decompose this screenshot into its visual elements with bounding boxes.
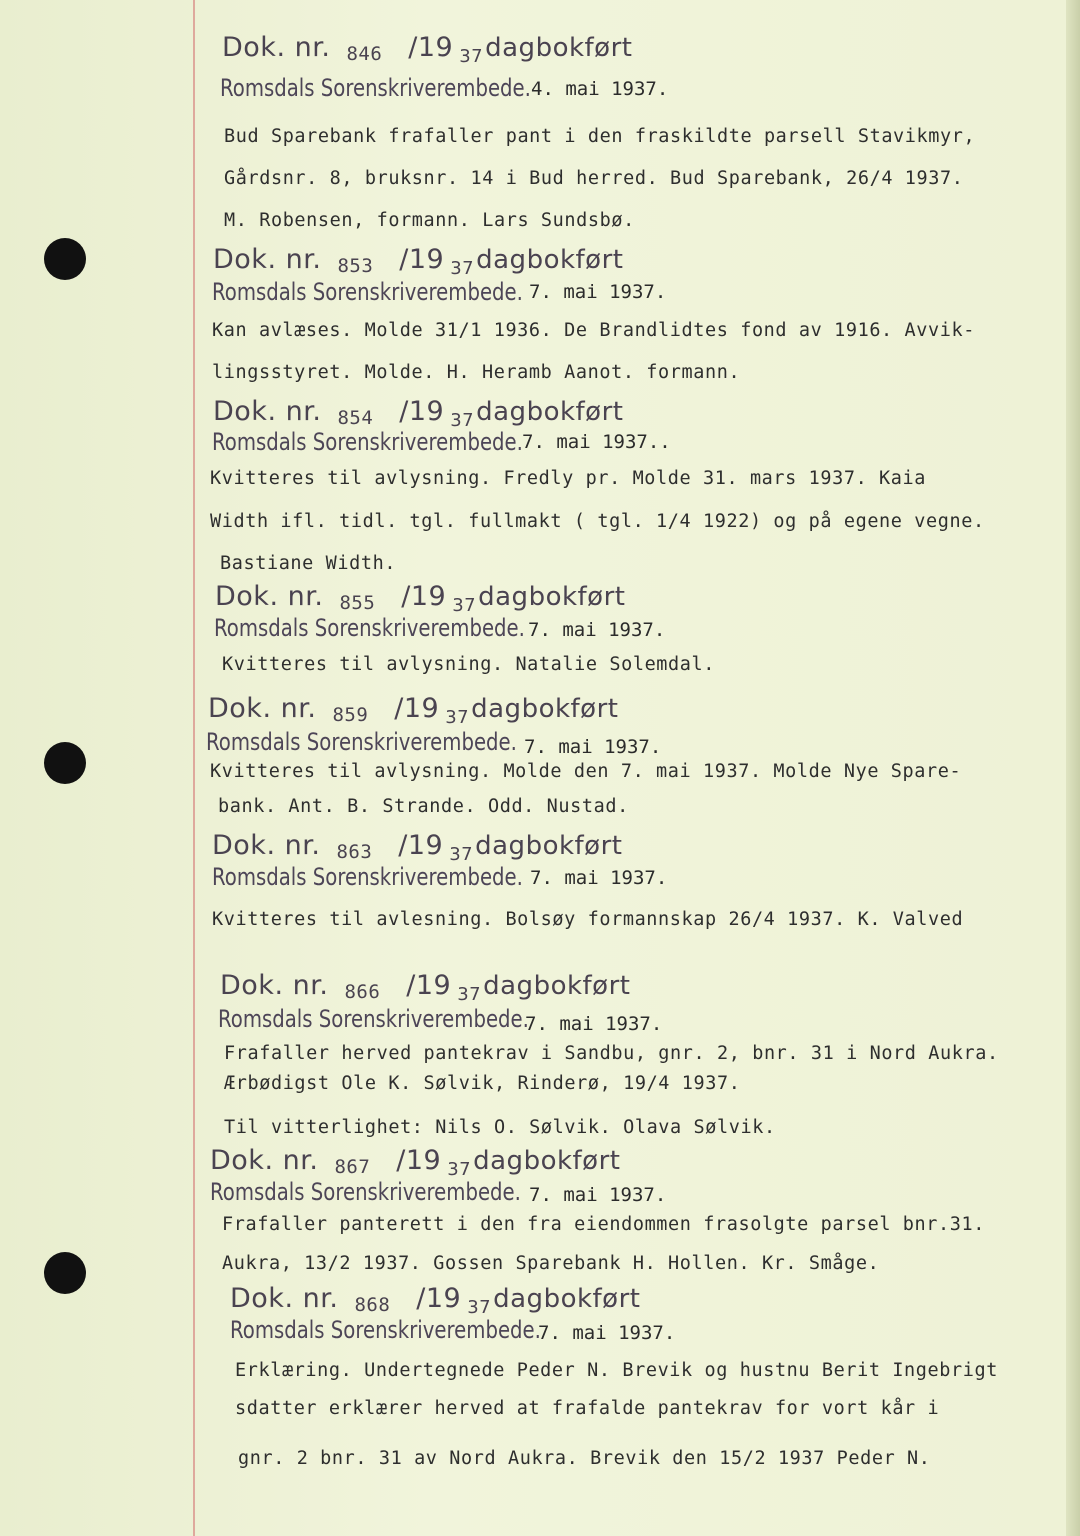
dagbok-label: dagbokført (493, 1284, 641, 1314)
dok-number: 855 (339, 592, 376, 614)
dok-year: 37 (467, 1297, 492, 1318)
office-stamp: Romsdals Sorenskriverembede. (212, 863, 523, 891)
entry-text-line: Gårdsnr. 8, bruksnr. 14 i Bud herred. Bud Sparebank, 26/4 1937. (224, 168, 964, 189)
entry-date: 7. mai 1937. (529, 1184, 667, 1206)
dok-stamp (220, 970, 631, 1005)
office-stamp: Romsdals Sorenskriverembede. (206, 728, 517, 756)
dok-year: 37 (457, 984, 482, 1005)
dok-slash: /19 (401, 581, 447, 612)
entry-text-line: bank. Ant. B. Strande. Odd. Nustad. (218, 796, 629, 817)
entry-text-line: Bud Sparebank frafaller pant i den fraskildte parsell Stavikmyr, (224, 126, 976, 147)
dok-slash: /19 (416, 1283, 462, 1314)
entry-text-line: lingsstyret. Molde. H. Heramb Aanot. formann. (212, 362, 741, 383)
page-edge (1066, 0, 1080, 1536)
entry-text-line: Ærbødigst Ole K. Sølvik, Rinderø, 19/4 1937. (224, 1073, 741, 1094)
entry-date: 7. mai 1937. (538, 1322, 676, 1344)
dok-number: 853 (337, 255, 374, 277)
dok-stamp (215, 581, 626, 616)
dok-label: Dok. nr. (213, 396, 322, 427)
entry-date: 7. mai 1937. (530, 867, 668, 889)
entry-date: 7. mai 1937. (529, 281, 667, 303)
dok-slash: /19 (408, 32, 454, 63)
dagbok-label: dagbokført (475, 831, 623, 861)
dok-stamp (213, 244, 624, 279)
dok-label: Dok. nr. (220, 970, 329, 1001)
dok-slash: /19 (394, 693, 440, 724)
entry-text-line: Frafaller herved pantekrav i Sandbu, gnr. 2, bnr. 31 i Nord Aukra. (224, 1043, 999, 1064)
entry-text-line: Aukra, 13/2 1937. Gossen Sparebank H. Hollen. Kr. Småge. (222, 1253, 880, 1274)
entry-text-line: Kan avlæses. Molde 31/1 1936. De Brandlidtes fond av 1916. Avvik- (212, 320, 975, 341)
dok-label: Dok. nr. (208, 693, 317, 724)
dok-stamp (213, 396, 624, 431)
dok-number: 868 (354, 1294, 391, 1316)
dok-stamp (222, 32, 633, 67)
dok-stamp (208, 693, 619, 728)
entry-text-line: Kvitteres til avlysning. Natalie Solemdal. (222, 654, 715, 675)
entry-text-line: gnr. 2 bnr. 31 av Nord Aukra. Brevik den 15/2 1937 Peder N. (238, 1448, 931, 1469)
entry-text-line: Frafaller panterett i den fra eiendommen frasolgte parsel bnr.31. (222, 1214, 985, 1235)
dok-stamp (212, 830, 623, 865)
entry-text-line: Til vitterlighet: Nils O. Sølvik. Olava Sølvik. (224, 1117, 776, 1138)
dok-year: 37 (449, 844, 474, 865)
dagbok-label: dagbokført (476, 245, 624, 275)
office-stamp: Romsdals Sorenskriverembede. (212, 278, 523, 306)
entry-text-line: Kvitteres til avlesning. Bolsøy formannskap 26/4 1937. K. Valved (212, 909, 964, 930)
entry-date: 4. mai 1937. (531, 78, 669, 100)
dok-year: 37 (452, 595, 477, 616)
dok-slash: /19 (399, 396, 445, 427)
dok-stamp (210, 1145, 621, 1180)
dok-slash: /19 (399, 244, 445, 275)
dok-label: Dok. nr. (222, 32, 331, 63)
dok-slash: /19 (398, 830, 444, 861)
punch-hole (44, 1252, 86, 1294)
dok-number: 854 (337, 407, 374, 429)
entry-text-line: Kvitteres til avlysning. Fredly pr. Molde 31. mars 1937. Kaia (210, 468, 927, 489)
entry-date: 7. mai 1937.. (522, 431, 671, 453)
dagbok-label: dagbokført (483, 971, 631, 1001)
entry-text-line: Bastiane Width. (220, 553, 397, 574)
dok-label: Dok. nr. (213, 244, 322, 275)
office-stamp: Romsdals Sorenskriverembede. (218, 1005, 529, 1033)
office-stamp: Romsdals Sorenskriverembede. (214, 614, 525, 642)
dok-slash: /19 (396, 1145, 442, 1176)
entry-date: 7. mai 1937. (524, 736, 662, 758)
dok-label: Dok. nr. (215, 581, 324, 612)
office-stamp: Romsdals Sorenskriverembede. (220, 74, 531, 102)
dok-year: 37 (445, 707, 470, 728)
office-stamp: Romsdals Sorenskriverembede. (210, 1178, 521, 1206)
dagbok-label: dagbokført (473, 1146, 621, 1176)
margin-line (193, 0, 195, 1536)
dok-label: Dok. nr. (212, 830, 321, 861)
dok-number: 846 (346, 43, 383, 65)
dok-number: 867 (334, 1156, 371, 1178)
dok-number: 863 (336, 841, 373, 863)
office-stamp: Romsdals Sorenskriverembede. (212, 428, 523, 456)
entry-text-line: Width ifl. tidl. tgl. fullmakt ( tgl. 1/4 1922) og på egene vegne. (210, 511, 985, 532)
dok-stamp (230, 1283, 641, 1318)
entry-text-line: sdatter erklærer herved at frafalde pantekrav for vort kår i (235, 1398, 940, 1419)
dok-slash: /19 (406, 970, 452, 1001)
dok-year: 37 (459, 46, 484, 67)
dok-year: 37 (450, 410, 475, 431)
dagbok-label: dagbokført (485, 33, 633, 63)
dok-label: Dok. nr. (230, 1283, 339, 1314)
dagbok-label: dagbokført (478, 582, 626, 612)
dok-number: 859 (332, 704, 369, 726)
entry-date: 7. mai 1937. (525, 1013, 663, 1035)
punch-hole (44, 742, 86, 784)
dagbok-label: dagbokført (471, 694, 619, 724)
entry-text-line: Erklæring. Undertegnede Peder N. Brevik og hustnu Berit Ingebrigt (235, 1360, 998, 1381)
dok-label: Dok. nr. (210, 1145, 319, 1176)
dok-number: 866 (344, 981, 381, 1003)
entry-text-line: M. Robensen, formann. Lars Sundsbø. (224, 210, 635, 231)
entry-date: 7. mai 1937. (528, 619, 666, 641)
punch-hole (44, 238, 86, 280)
dok-year: 37 (447, 1159, 472, 1180)
office-stamp: Romsdals Sorenskriverembede. (230, 1316, 541, 1344)
dok-year: 37 (450, 258, 475, 279)
dagbok-label: dagbokført (476, 397, 624, 427)
entry-text-line: Kvitteres til avlysning. Molde den 7. mai 1937. Molde Nye Spare- (210, 761, 962, 782)
